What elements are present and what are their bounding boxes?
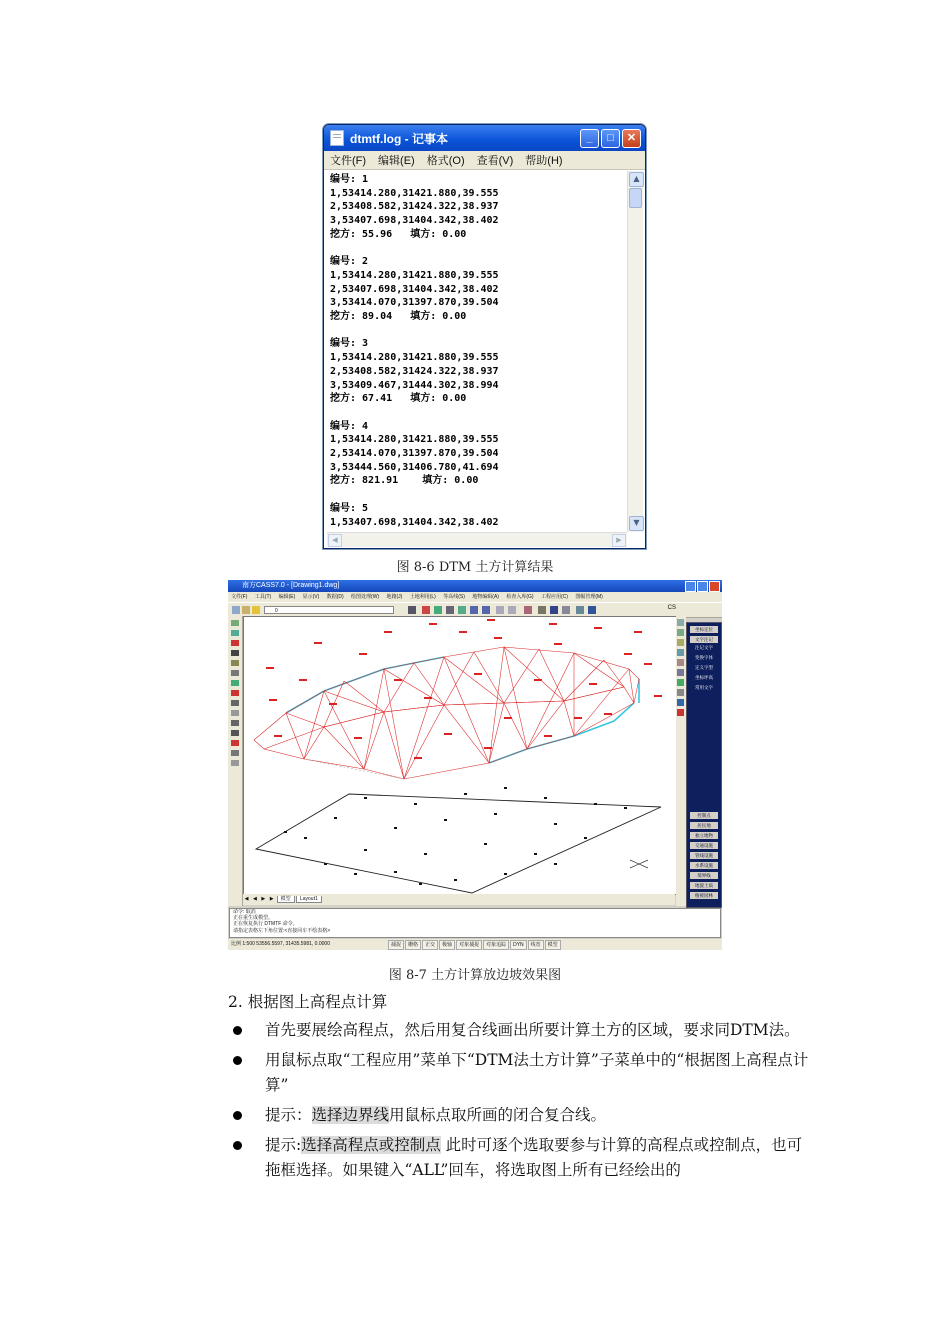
- command-line: 正在恢复执行 DTMTF 命令。: [233, 921, 298, 928]
- table-tool-icon[interactable]: [231, 730, 239, 736]
- zoom-out-icon[interactable]: [482, 606, 490, 614]
- panel-button[interactable]: 境界线: [690, 872, 718, 879]
- status-bar: [228, 939, 722, 950]
- layout-tabs: [243, 894, 675, 905]
- screen-menu-panel: [686, 622, 722, 908]
- note-tool-icon[interactable]: [231, 690, 239, 696]
- list-item-text: 首先要展绘高程点，然后用复合线画出所要计算土方的区域，要求同DTM法。: [265, 1021, 800, 1039]
- redo-icon[interactable]: [508, 606, 516, 614]
- list-item: [233, 1048, 813, 1098]
- status-model[interactable]: 模型: [545, 940, 561, 950]
- status-otrack[interactable]: 对象追踪: [483, 940, 509, 950]
- minimize-icon[interactable]: _: [580, 129, 599, 148]
- arc-tool-icon[interactable]: [231, 660, 239, 666]
- layer-select[interactable]: 0: [264, 606, 394, 614]
- last-tab-icon[interactable]: ▶: [269, 896, 274, 902]
- check-icon[interactable]: [576, 606, 584, 614]
- status-polar[interactable]: 极轴: [439, 940, 455, 950]
- block-tool-icon[interactable]: [231, 700, 239, 706]
- command-line: 请指定表格左下角位置:<直接回车不绘表格>: [233, 927, 331, 934]
- cass-menu-item[interactable]: 等高线(S): [443, 594, 465, 600]
- figure-8-7-caption: 图 8-7 土方计算放边坡效果图: [388, 968, 562, 983]
- move-icon[interactable]: [550, 606, 558, 614]
- notepad-content: 编号: 1 1,53414.280,31421.880,39.555 2,53408.582,31424.322,38.937 3,53407.698,31404.342,38.402 挖方: 55.96 填方: 0.00 编号: 2 1,53414.280,31421.880,39.555 2,53407.698,31404.342,38.402 3,53414.070,31397.870,39.504 挖方: 89.04 填方: 0.00 编号: 3 1,53414.280,31421.880,39.555 2,53408.582,31424.322,38.937 3,53409.467,31444.302,38.994 挖方: 67.41 填方: 0.00 编号: 4 1,53414.280,31421.880,39.555 2,53414.070,31397.870,39.504 3,53444.560,31406.780,41.694 挖方: 821.91 填方: 0.00 编号: 5 1,53407.698,31404.342,38.402: [330, 174, 499, 528]
- next-tab-icon[interactable]: ▶: [261, 896, 266, 902]
- cass-menu-item[interactable]: 文件(F): [231, 594, 248, 600]
- rect-tool-icon[interactable]: [231, 670, 239, 676]
- ruler-icon[interactable]: [562, 606, 570, 614]
- panel-button[interactable]: 管线设施: [690, 852, 718, 859]
- line-tool-icon[interactable]: [231, 620, 239, 626]
- boundary-polygon: [256, 794, 661, 893]
- tool-icon[interactable]: [677, 629, 684, 636]
- status-lineweight[interactable]: 线宽: [528, 940, 544, 950]
- tin-mesh: [254, 647, 639, 779]
- lightbulb-icon[interactable]: [252, 606, 260, 614]
- cass-menu-item[interactable]: 检查入库(G): [506, 594, 534, 600]
- command-line: 正在重生成模型。: [233, 915, 274, 922]
- cass-menubar: [228, 592, 722, 602]
- cass-titlebar[interactable]: [228, 580, 722, 592]
- draw-toolbar: [228, 616, 243, 906]
- tab-model[interactable]: 模型: [277, 896, 295, 903]
- tool-icon[interactable]: [677, 639, 684, 646]
- notepad-window: [323, 124, 646, 549]
- bullet-icon: [233, 1141, 242, 1150]
- right-toolbar: [676, 616, 686, 906]
- cut-icon[interactable]: [446, 606, 454, 614]
- tool-icon[interactable]: [677, 689, 684, 696]
- list-item: [233, 1103, 813, 1128]
- section-title: 2. 根据图上高程点计算: [228, 993, 388, 1011]
- tab-layout1[interactable]: Layout1: [296, 896, 322, 903]
- delete-tool-icon[interactable]: [231, 740, 239, 746]
- panel-button[interactable]: 地貌土质: [690, 882, 718, 889]
- prompt-highlight: 选择高程点或控制点: [301, 1136, 441, 1154]
- menu-view[interactable]: 查看(V): [476, 155, 514, 167]
- tool-icon[interactable]: [677, 669, 684, 676]
- notepad-titlebar[interactable]: [324, 125, 645, 151]
- help-icon[interactable]: [588, 606, 596, 614]
- point-tool-icon[interactable]: [231, 710, 239, 716]
- close-icon[interactable]: [709, 581, 720, 592]
- panel-button[interactable]: 植被园林: [690, 892, 718, 899]
- menu-help[interactable]: 帮助(H): [525, 155, 563, 167]
- pen-icon[interactable]: [538, 606, 546, 614]
- vertical-scrollbar[interactable]: [627, 171, 643, 532]
- list-item: [233, 1133, 813, 1183]
- scroll-right-icon[interactable]: ▶: [612, 534, 626, 547]
- print-icon[interactable]: [422, 606, 430, 614]
- maximize-icon[interactable]: [697, 581, 708, 592]
- horizontal-scrollbar[interactable]: [327, 532, 627, 547]
- text-tool-icon[interactable]: [231, 640, 239, 646]
- undo-icon[interactable]: [496, 606, 504, 614]
- cass-menu-item[interactable]: 编辑(E): [278, 594, 296, 600]
- cass-menu-item[interactable]: 工程应用(C): [540, 594, 568, 600]
- tool-icon[interactable]: [677, 649, 684, 656]
- save-icon[interactable]: [434, 606, 442, 614]
- panel-button[interactable]: 文字注记: [690, 636, 718, 643]
- cs-label: CS: [667, 605, 676, 611]
- list-item-text: 此时可逐个选取要参与计算的高程点或控制点，也可拖框选择。如果键入“ALL”回车，将选取图上所有已经绘出的: [265, 1136, 803, 1179]
- cass-menu-item[interactable]: 土地利用(L): [409, 594, 436, 600]
- close-icon[interactable]: ✕: [622, 129, 641, 148]
- panel-link[interactable]: 常用文字: [695, 685, 713, 690]
- coordinate-readout: 比例 1:500 53556.5597, 31435.5981, 0.0000: [231, 941, 330, 947]
- cass-menu-item[interactable]: 绘图处理(W): [351, 594, 380, 600]
- new-file-icon[interactable]: [232, 606, 240, 614]
- list-item: [233, 1018, 813, 1043]
- close-panel-icon[interactable]: [677, 709, 684, 716]
- list-item-text: 用鼠标点取“工程应用”菜单下“DTM法土方计算”子菜单中的“根据图上高程点计算”: [265, 1051, 809, 1094]
- maximize-icon[interactable]: □: [601, 129, 620, 148]
- figure-8-6-caption: 图 8-6 DTM 土方计算结果: [396, 560, 554, 575]
- cass-menu-item[interactable]: 工具(T): [254, 594, 272, 600]
- panel-link[interactable]: 坐标坪高: [695, 675, 713, 680]
- properties-icon[interactable]: [524, 606, 532, 614]
- menu-format[interactable]: 格式(O): [426, 155, 465, 167]
- cass-menu-item[interactable]: 数据(D): [326, 594, 344, 600]
- measure-tool-icon[interactable]: [231, 720, 239, 726]
- panel-button[interactable]: 控制点: [690, 812, 718, 819]
- scroll-thumb[interactable]: [629, 188, 642, 208]
- status-dyn[interactable]: DYN: [510, 940, 527, 950]
- tool-icon[interactable]: [677, 679, 684, 686]
- hatch-tool-icon[interactable]: [231, 680, 239, 686]
- panel-button[interactable]: 独立地物: [690, 832, 718, 839]
- first-tab-icon[interactable]: ◀: [244, 896, 249, 902]
- elevation-markers: [266, 619, 662, 759]
- notepad-text-area[interactable]: [327, 171, 627, 532]
- cass-menu-item[interactable]: 地籍(J): [386, 594, 403, 600]
- menu-file[interactable]: 文件(F): [330, 155, 367, 167]
- panel-link[interactable]: 定义字型: [695, 665, 713, 670]
- cass-window: [228, 580, 722, 950]
- cass-menu-item[interactable]: 地物编辑(A): [472, 594, 499, 600]
- slope-edge: [286, 657, 639, 763]
- open-file-icon[interactable]: [242, 606, 250, 614]
- cass-menu-item[interactable]: 图幅管理(M): [575, 594, 603, 600]
- scroll-left-icon[interactable]: ◀: [328, 534, 342, 547]
- ucs-icon: [630, 860, 648, 868]
- menu-edit[interactable]: 编辑(E): [378, 155, 415, 167]
- circle-tool-icon[interactable]: [231, 650, 239, 656]
- status-osnap[interactable]: 对象捕捉: [456, 940, 482, 950]
- bullet-icon: [233, 1026, 242, 1035]
- prompt-label: 提示：: [265, 1106, 312, 1124]
- panel-button[interactable]: 水系设施: [690, 862, 718, 869]
- status-grid[interactable]: 栅格: [405, 940, 421, 950]
- trim-tool-icon[interactable]: [231, 760, 239, 766]
- bullet-icon: [233, 1056, 242, 1065]
- bullet-icon: [233, 1111, 242, 1120]
- panel-button[interactable]: 交通设施: [690, 842, 718, 849]
- dashed-edge: [304, 759, 404, 779]
- cass-menu-item[interactable]: 显示(V): [302, 594, 320, 600]
- notepad-title: dtmtf.log - 记事本: [350, 131, 448, 146]
- minimize-icon[interactable]: [685, 581, 696, 592]
- prev-tab-icon[interactable]: ◀: [252, 896, 257, 902]
- instruction-list: [233, 1018, 813, 1188]
- prompt-label: 提示:: [265, 1136, 302, 1154]
- command-line: 命令: 取消: [233, 909, 256, 915]
- notepad-menubar: [324, 151, 645, 170]
- status-snap[interactable]: 捕捉: [388, 940, 404, 950]
- prompt-highlight: 选择边界线: [311, 1106, 390, 1124]
- panel-link[interactable]: 变换字体: [695, 655, 713, 660]
- panel-button[interactable]: 居民地: [690, 822, 718, 829]
- scroll-down-icon[interactable]: ▼: [629, 516, 644, 531]
- tool-icon[interactable]: [677, 659, 684, 666]
- pan-icon[interactable]: [458, 606, 466, 614]
- panel-link[interactable]: 注记文字: [695, 645, 713, 650]
- command-window[interactable]: [229, 908, 721, 938]
- offset-tool-icon[interactable]: [231, 750, 239, 756]
- drawing-canvas[interactable]: [243, 616, 677, 895]
- zoom-in-icon[interactable]: [470, 606, 478, 614]
- layer-tool-icon[interactable]: [408, 606, 416, 614]
- tool-icon[interactable]: [677, 619, 684, 626]
- scroll-up-icon[interactable]: ▲: [629, 172, 644, 187]
- status-ortho[interactable]: 正交: [422, 940, 438, 950]
- help-icon[interactable]: [677, 699, 684, 706]
- cass-title: 南方CASS7.0 - [Drawing1.dwg]: [242, 582, 340, 589]
- notepad-icon: [330, 130, 344, 146]
- panel-button[interactable]: 坐标定位: [690, 626, 718, 633]
- list-item-text: 用鼠标点取所画的闭合复合线。: [389, 1106, 607, 1124]
- polyline-tool-icon[interactable]: [231, 630, 239, 636]
